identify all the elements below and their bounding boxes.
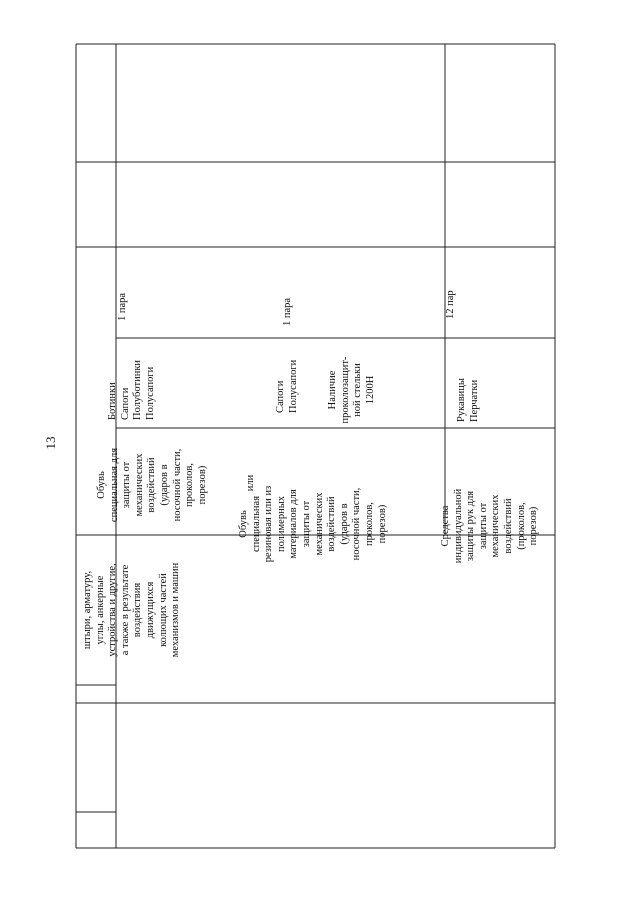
ppe-types-footwear-2: Сапоги Полусапоги <box>275 359 299 413</box>
ppe-name-footwear-1: Обувь специальная для защиты от механических воздействий (ударов в носочной части, проколов, порезов) <box>96 447 208 523</box>
ppe-types-footwear-2-note: Наличие проколозащит- ной стельки 1200Н <box>327 356 376 424</box>
page-number: 13 <box>43 436 58 450</box>
ppe-norm-footwear-2: 1 пара <box>282 297 293 326</box>
ppe-norm-gloves: 12 пар <box>445 290 456 319</box>
ppe-norm-footwear-1: 1 пара <box>117 292 128 321</box>
ppe-types-footwear-1: Ботинки Сапоги Полуботинки Полусапоги <box>107 359 156 420</box>
ppe-name-gloves: Средства индивидуальной защиты рук для защиты от механических воздействий (проколов, порезов) <box>440 488 540 564</box>
ppe-or-label: или <box>245 474 256 492</box>
ppe-name-footwear-2: Обувь специальная резиновая или из полимерных материалов для защиты от механических воздействий (ударов в носочной части, проколов, порезов) <box>238 485 388 563</box>
ppe-types-gloves: Рукавицы Перчатки <box>456 378 480 422</box>
hazard-description-text: штыри, арматуру, углы, анкерные устройства и другие, а также в результате воздействия движущихся колющих частей механизмов и машин <box>82 562 182 658</box>
